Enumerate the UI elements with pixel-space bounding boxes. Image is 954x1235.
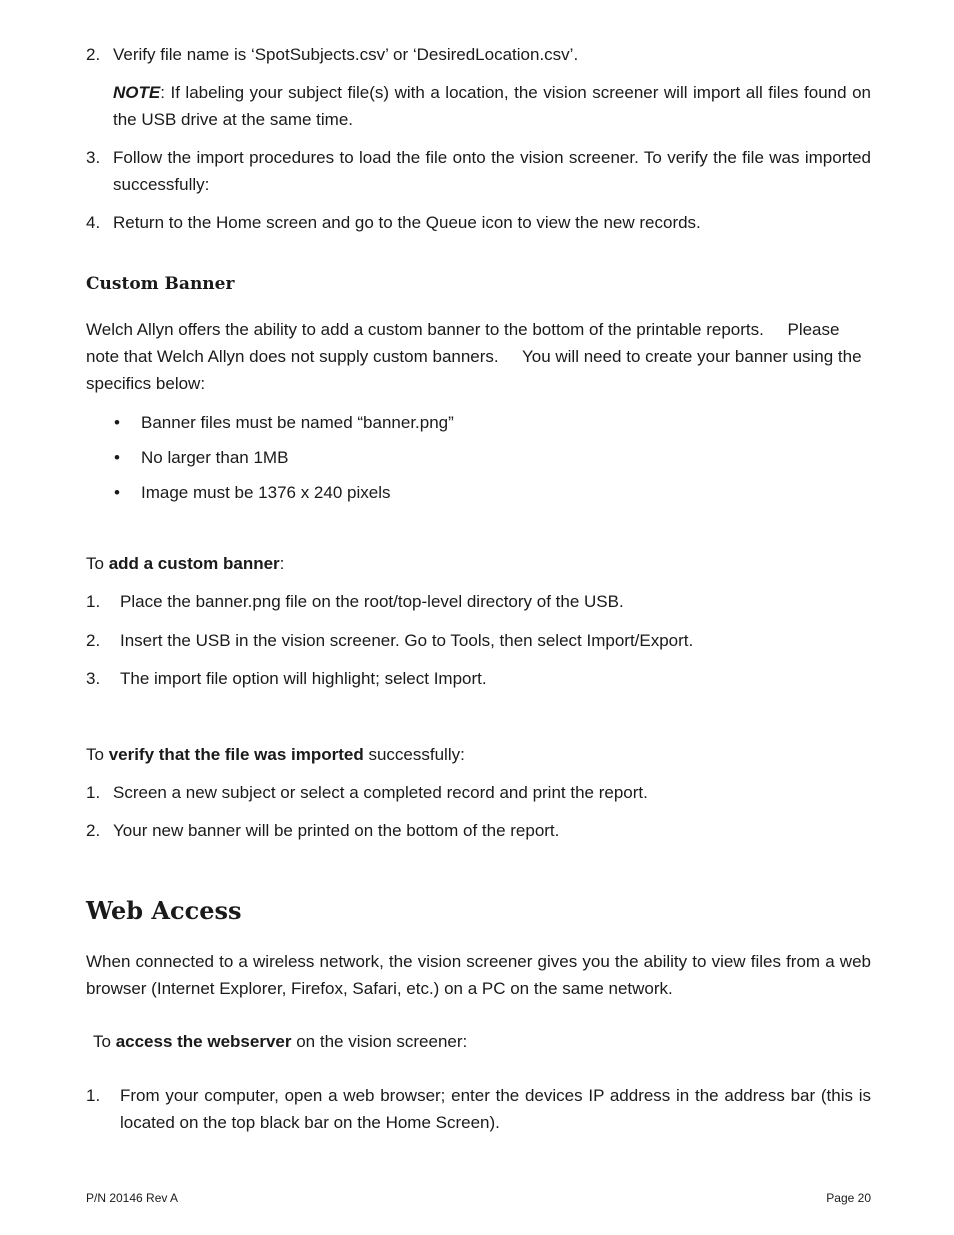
list-number: 4. — [86, 213, 101, 232]
bullet-icon: • — [114, 483, 120, 502]
list-text: Place the banner.png file on the root/top-level directory of the USB. — [120, 592, 624, 611]
lead-bold-text: access the webserver — [115, 1032, 292, 1051]
bullet-text: Image must be 1376 x 240 pixels — [141, 483, 391, 502]
bullet-icon: • — [114, 413, 120, 432]
bullet-text: No larger than 1MB — [141, 448, 289, 467]
verify-banner-lead — [86, 741, 465, 768]
lead-text: To — [86, 554, 109, 573]
bullet-text: Banner files must be named “banner.png” — [141, 413, 454, 432]
note-label: NOTE — [113, 83, 161, 102]
list-number: 2. — [86, 45, 101, 64]
list-text: The import file option will highlight; select Import. — [120, 669, 487, 688]
lead-text: successfully: — [363, 745, 465, 764]
section-heading-web-access: Web Access — [86, 896, 242, 925]
list-number: 1. — [86, 592, 101, 611]
footer-part-number: P/N 20146 Rev A — [86, 1191, 179, 1205]
add-banner-lead — [86, 550, 284, 577]
list-text: Verify file name is ‘SpotSubjects.csv’ or ‘DesiredLocation.csv’. — [113, 45, 579, 64]
list-text: Return to the Home screen and go to the Queue icon to view the new records. — [113, 213, 701, 232]
note-text: : If labeling your subject file(s) with a location, the vision screener will import all files found on the USB drive at the same time. — [113, 83, 871, 129]
web-access-lead — [93, 1028, 467, 1055]
lead-bold-text: add a custom banner — [108, 554, 280, 573]
footer-page-number: Page 20 — [826, 1191, 871, 1205]
list-number: 2. — [86, 631, 101, 650]
note-paragraph — [113, 79, 871, 133]
bullet-icon: • — [114, 448, 120, 467]
lead-text: To — [93, 1032, 116, 1051]
custom-banner-intro: Welch Allyn offers the ability to add a custom banner to the bottom of the printable reports. Please note that Welch Allyn does not supply custom banners. You will need to create your banner using the specifics below: — [86, 320, 862, 393]
list-number: 3. — [86, 148, 101, 167]
lead-bold-text: verify that the file was imported — [108, 745, 364, 764]
list-text: From your computer, open a web browser; enter the devices IP address in the address bar (this is located on the top black bar on the Home Screen). — [120, 1086, 871, 1132]
lead-text: To — [86, 745, 109, 764]
list-text: Your new banner will be printed on the bottom of the report. — [113, 821, 560, 840]
list-number: 2. — [86, 821, 101, 840]
web-access-intro: When connected to a wireless network, the vision screener gives you the ability to view files from a web browser (Internet Explorer, Firefox, Safari, etc.) on a PC on the same network. — [86, 952, 871, 998]
list-number: 3. — [86, 669, 101, 688]
list-text: Screen a new subject or select a completed record and print the report. — [113, 783, 648, 802]
list-text: Insert the USB in the vision screener. Go to Tools, then select Import/Export. — [120, 631, 694, 650]
section-heading-custom-banner: Custom Banner — [86, 274, 235, 294]
list-text: Follow the import procedures to load the file onto the vision screener. To verify the file was imported successfully: — [113, 148, 871, 194]
list-number: 1. — [86, 783, 101, 802]
lead-text: on the vision screener: — [291, 1032, 468, 1051]
list-number: 1. — [86, 1086, 101, 1105]
lead-text: : — [279, 554, 285, 573]
